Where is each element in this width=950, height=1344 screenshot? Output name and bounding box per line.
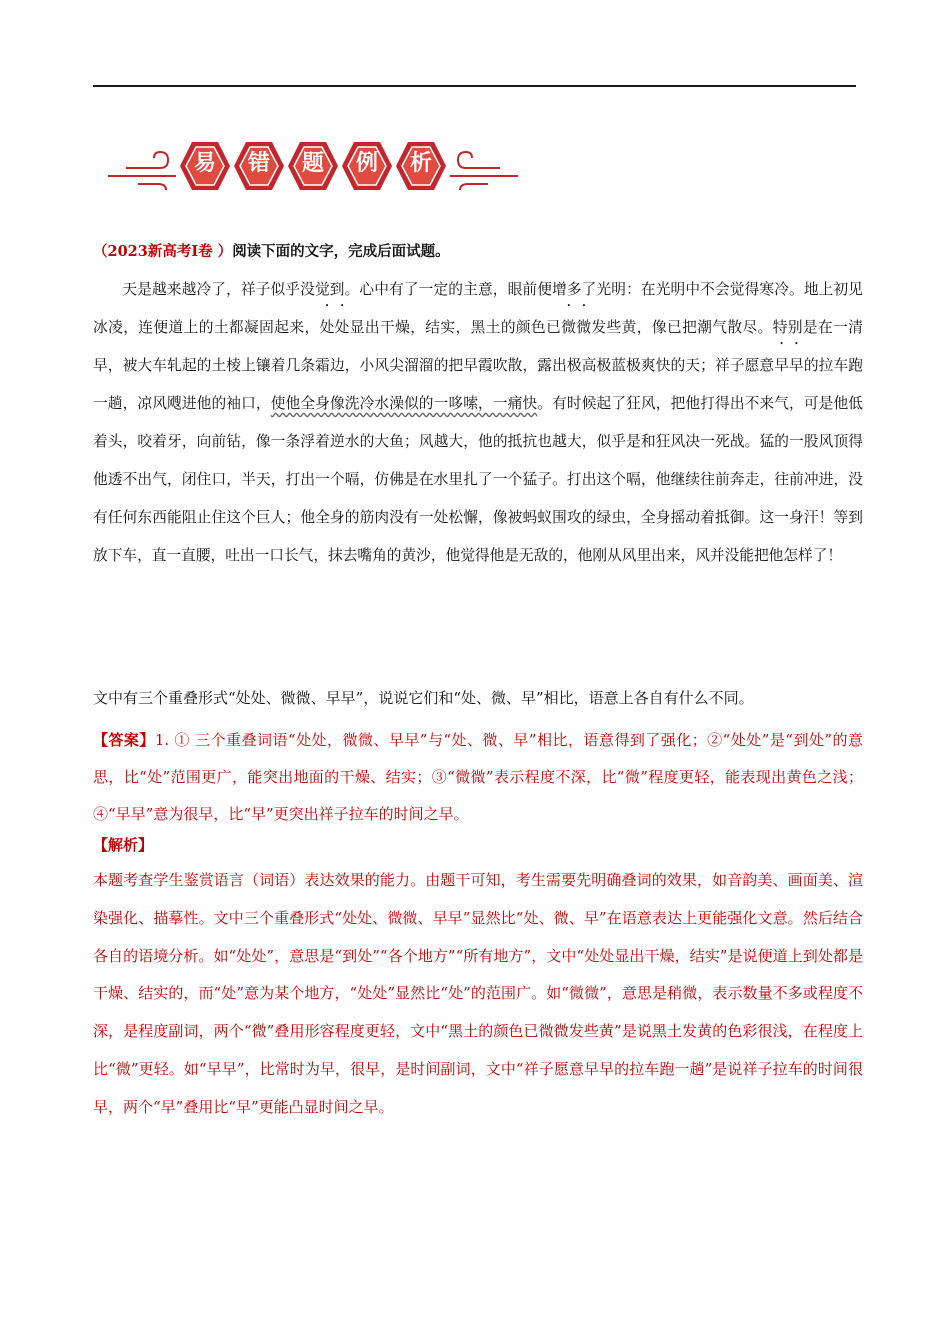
passage-text: 显出干燥，结实，黑土的颜色已 — [349, 319, 562, 336]
passage-text: 。有时候起了狂风，把他打得出不来气，可是他低着头，咬着牙，向前钻，像一条浮着逆水的大鱼；风越大，他的抵抗也越大，似乎是和狂风决一死战。猛的一股风顶得他透不出气，闭住口，半天，打出一个嗝，仿佛是在水里扎了一个猛子。打出这个嗝，他继续往前奔走，往前冲进，没有任何东西能阻止住这个巨人；他全身的筋肉没有一处松懈，像被蚂蚁围攻的绿虫，全身摇动着抵御。这一身汗！等到放下车，直一直腰，吐出一口长气，抹去嘴角的黄沙，他觉得他是无敌的，他刚从风里出来，风并没能把他怎样了！ — [93, 395, 863, 564]
banner-char-1: 易 — [193, 151, 216, 176]
passage-text: 发些黄，像已把潮气散尽。特别是在一清早，被大车轧起的土棱上镶着几条霜边，小风尖溜溜的把早霞吹散，露出极高极蓝极爽快的天；祥子愿意 — [93, 319, 863, 374]
emphasis-dot: 微 — [561, 319, 577, 336]
exam-source: （2023新高考Ⅰ卷 ） — [93, 243, 233, 260]
answer-text: 1. ① 三个重叠词语“处处，微微、早早”与“处、微、早”相比，语意得到了强化；②“处处”是“到处”的意思，比“处”范围更广，能突出地面的干燥、结实；③“微微”表示程度不深，比“微”程度更轻，能表现出黄色之浅；④“早早”意为很早，比“早”更突出祥子拉车的时间之早。 — [93, 731, 863, 823]
question: 文中有三个重叠形式“处处、微微、早早”，说说它们和“处、微、早”相比，语意上各自有什么不同。 — [93, 689, 754, 707]
passage-text: 天是越来越冷了，祥子似乎没觉到。心中有了一定的主意，眼前便增多了光明：在光明中不会觉得寒冷。地上初见冰凌，连便道上的土都凝固起来， — [93, 281, 863, 336]
section-banner — [108, 128, 518, 204]
source-line — [93, 241, 450, 263]
banner-char-5: 析 — [409, 151, 432, 176]
analysis-tag: 【解析】 — [93, 836, 154, 854]
emphasis-dot: 处 — [334, 319, 350, 336]
banner-char-4: 例 — [355, 151, 378, 176]
passage-text: 的拉车跑一趟，凉风飕进他的袖口， — [93, 357, 863, 412]
answer-block — [93, 722, 863, 833]
emphasis-dot: 处 — [319, 319, 335, 336]
answer-tag: 【答案】 — [93, 731, 155, 749]
banner-char-2: 错 — [247, 151, 270, 176]
reading-passage — [93, 271, 863, 575]
instruction: 阅读下面的文字，完成后面试题。 — [232, 243, 450, 260]
emphasis-dot: 早 — [789, 357, 804, 374]
emphasis-dot: 微 — [576, 319, 592, 336]
emphasis-dot: 早 — [774, 357, 790, 374]
wavy-underlined-sentence: 使他全身像洗冷水澡似的一哆嗦，一痛快 — [270, 395, 538, 412]
analysis-text: 本题考查学生鉴赏语言（词语）表达效果的能力。由题干可知，考生需要先明确叠词的效果，如音韵美、画面美、渲染强化、描摹性。文中三个重叠形式“处处、微微、早早”显然比“处、微、早”在语意表达上更能强化文意。然后结合各自的语境分析。如“处处”，意思是“到处”“各个地方”“所有地方”，文中“处处显出干燥，结实”是说便道上到处都是干燥、结实的，而“处”意为某个地方，“处处”显然比“处”的范围广。如“微微”，意思是稍微，表示数量不多或程度不深，是程度副词，两个“微”叠用形容程度更轻，文中“黑土的颜色已微微发些黄”是说黑土发黄的色彩很浅，在程度上比“微”更轻。如“早早”，比常时为早，很早，是时间副词，文中“祥子愿意早早的拉车跑一趟”是说祥子拉车的时间很早，两个“早”叠用比“早”更能凸显时间之早。 — [93, 871, 863, 1116]
banner-char-3: 题 — [301, 151, 324, 176]
header-rule — [93, 85, 856, 87]
